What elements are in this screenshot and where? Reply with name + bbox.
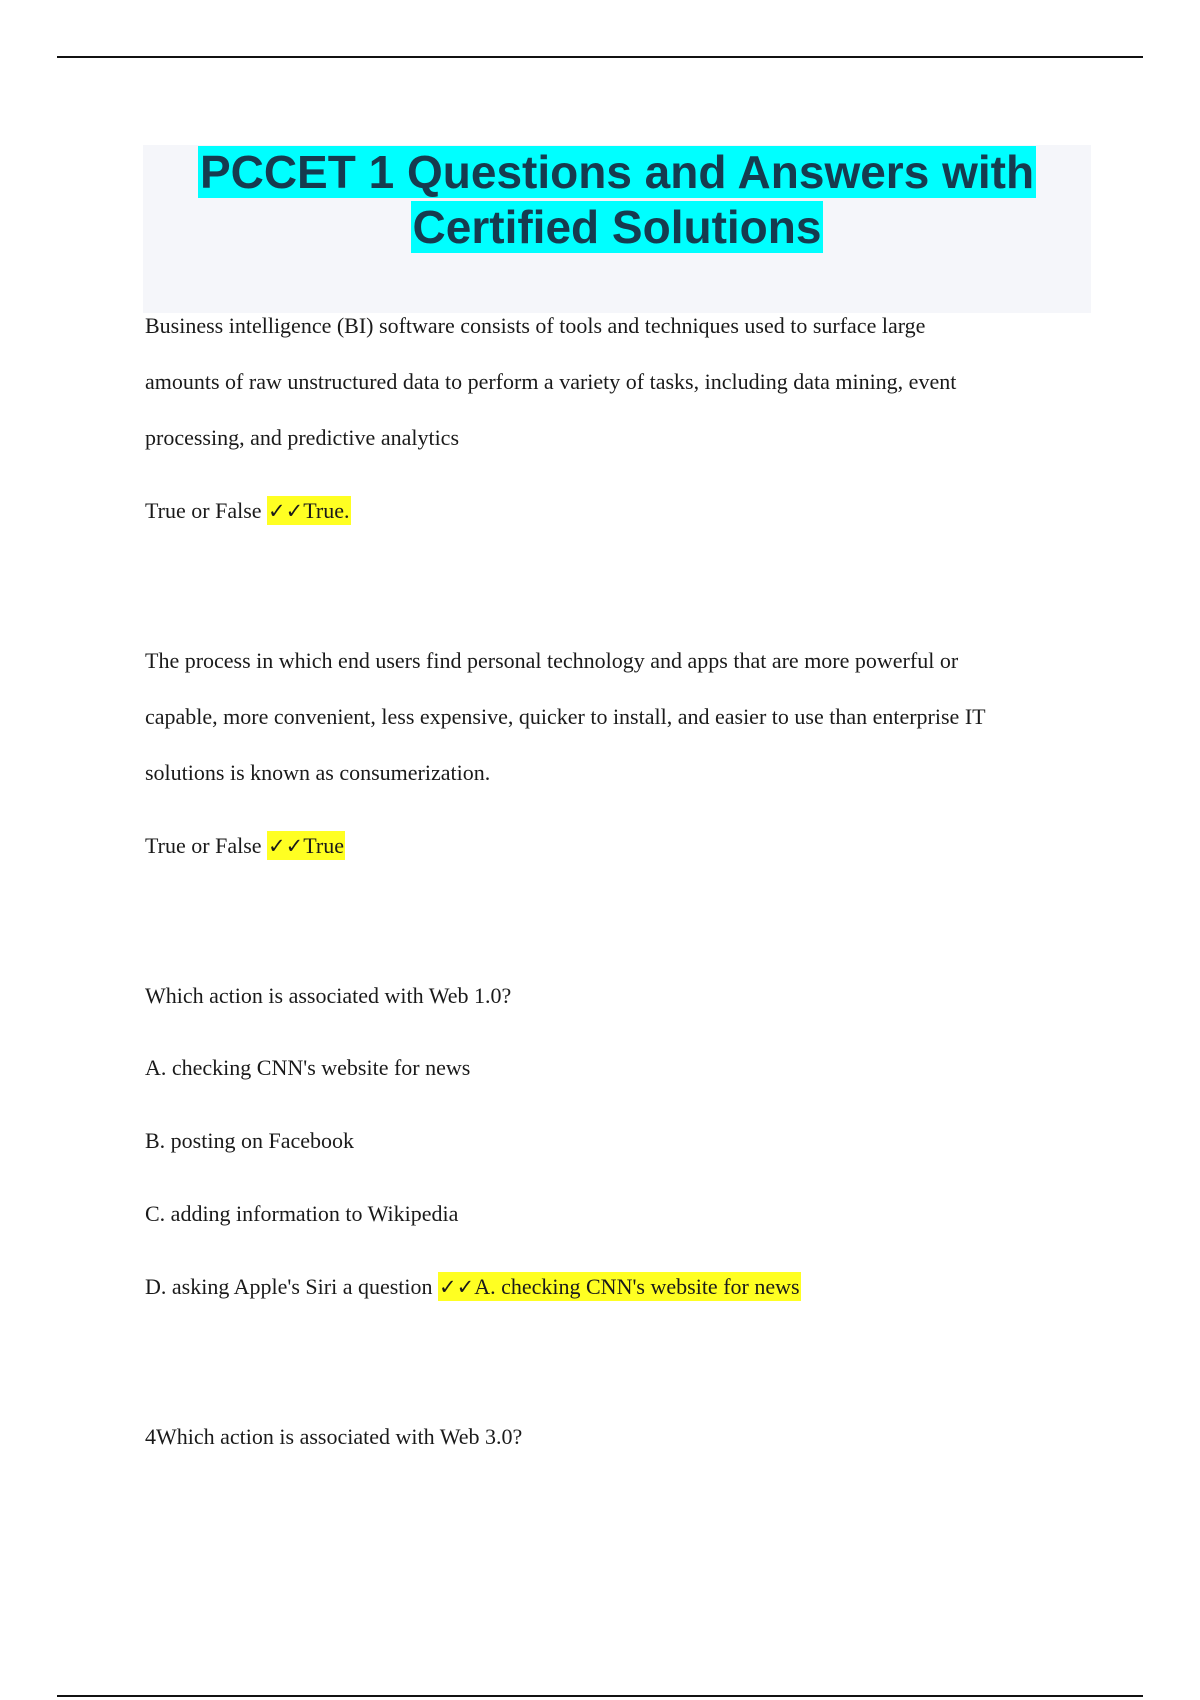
question-1-answer <box>267 496 350 525</box>
question-2-line-3: solutions is known as consumerization. <box>145 760 491 785</box>
title-line-1: PCCET 1 Questions and Answers with <box>199 146 1035 198</box>
question-1-prompt: True or False <box>145 498 262 523</box>
double-check-icon: ✓✓ <box>268 499 304 523</box>
question-3-stem: Which action is associated with Web 1.0? <box>145 983 512 1008</box>
question-2-answer-text: True <box>303 833 344 858</box>
question-2-answer-row <box>145 833 345 859</box>
document-title <box>143 145 1091 255</box>
question-3-option-c: C. adding information to Wikipedia <box>145 1201 459 1226</box>
question-3-answer-text: A. checking CNN's website for news <box>474 1274 800 1299</box>
question-2-text <box>145 633 1095 801</box>
double-check-icon: ✓✓ <box>439 1275 475 1299</box>
question-4-stem: 4Which action is associated with Web 3.0? <box>145 1424 523 1449</box>
question-2-line-1: The process in which end users find personal technology and apps that are more powerful or <box>145 648 959 673</box>
question-1-answer-row <box>145 498 351 524</box>
title-line-2: Certified Solutions <box>412 201 822 253</box>
question-1-answer-text: True. <box>303 498 350 523</box>
question-2-answer <box>267 831 345 860</box>
question-3-answer <box>438 1272 801 1301</box>
question-3-answer-row <box>145 1274 801 1300</box>
question-1-line-3: processing, and predictive analytics <box>145 425 460 450</box>
title-banner <box>143 145 1091 313</box>
question-1-line-1: Business intelligence (BI) software consists of tools and techniques used to surface large <box>145 313 926 338</box>
question-3-option-d: D. asking Apple's Siri a question <box>145 1274 433 1299</box>
header-rule <box>57 56 1143 58</box>
question-3-option-a: A. checking CNN's website for news <box>145 1055 471 1080</box>
question-1-line-2: amounts of raw unstructured data to perform a variety of tasks, including data mining, event <box>145 369 957 394</box>
question-3-option-b: B. posting on Facebook <box>145 1128 354 1153</box>
question-1-text <box>145 298 1095 466</box>
question-2-prompt: True or False <box>145 833 262 858</box>
double-check-icon: ✓✓ <box>268 834 304 858</box>
footer-rule <box>57 1695 1143 1697</box>
question-2-line-2: capable, more convenient, less expensive, quicker to install, and easier to use than enterprise IT <box>145 704 986 729</box>
